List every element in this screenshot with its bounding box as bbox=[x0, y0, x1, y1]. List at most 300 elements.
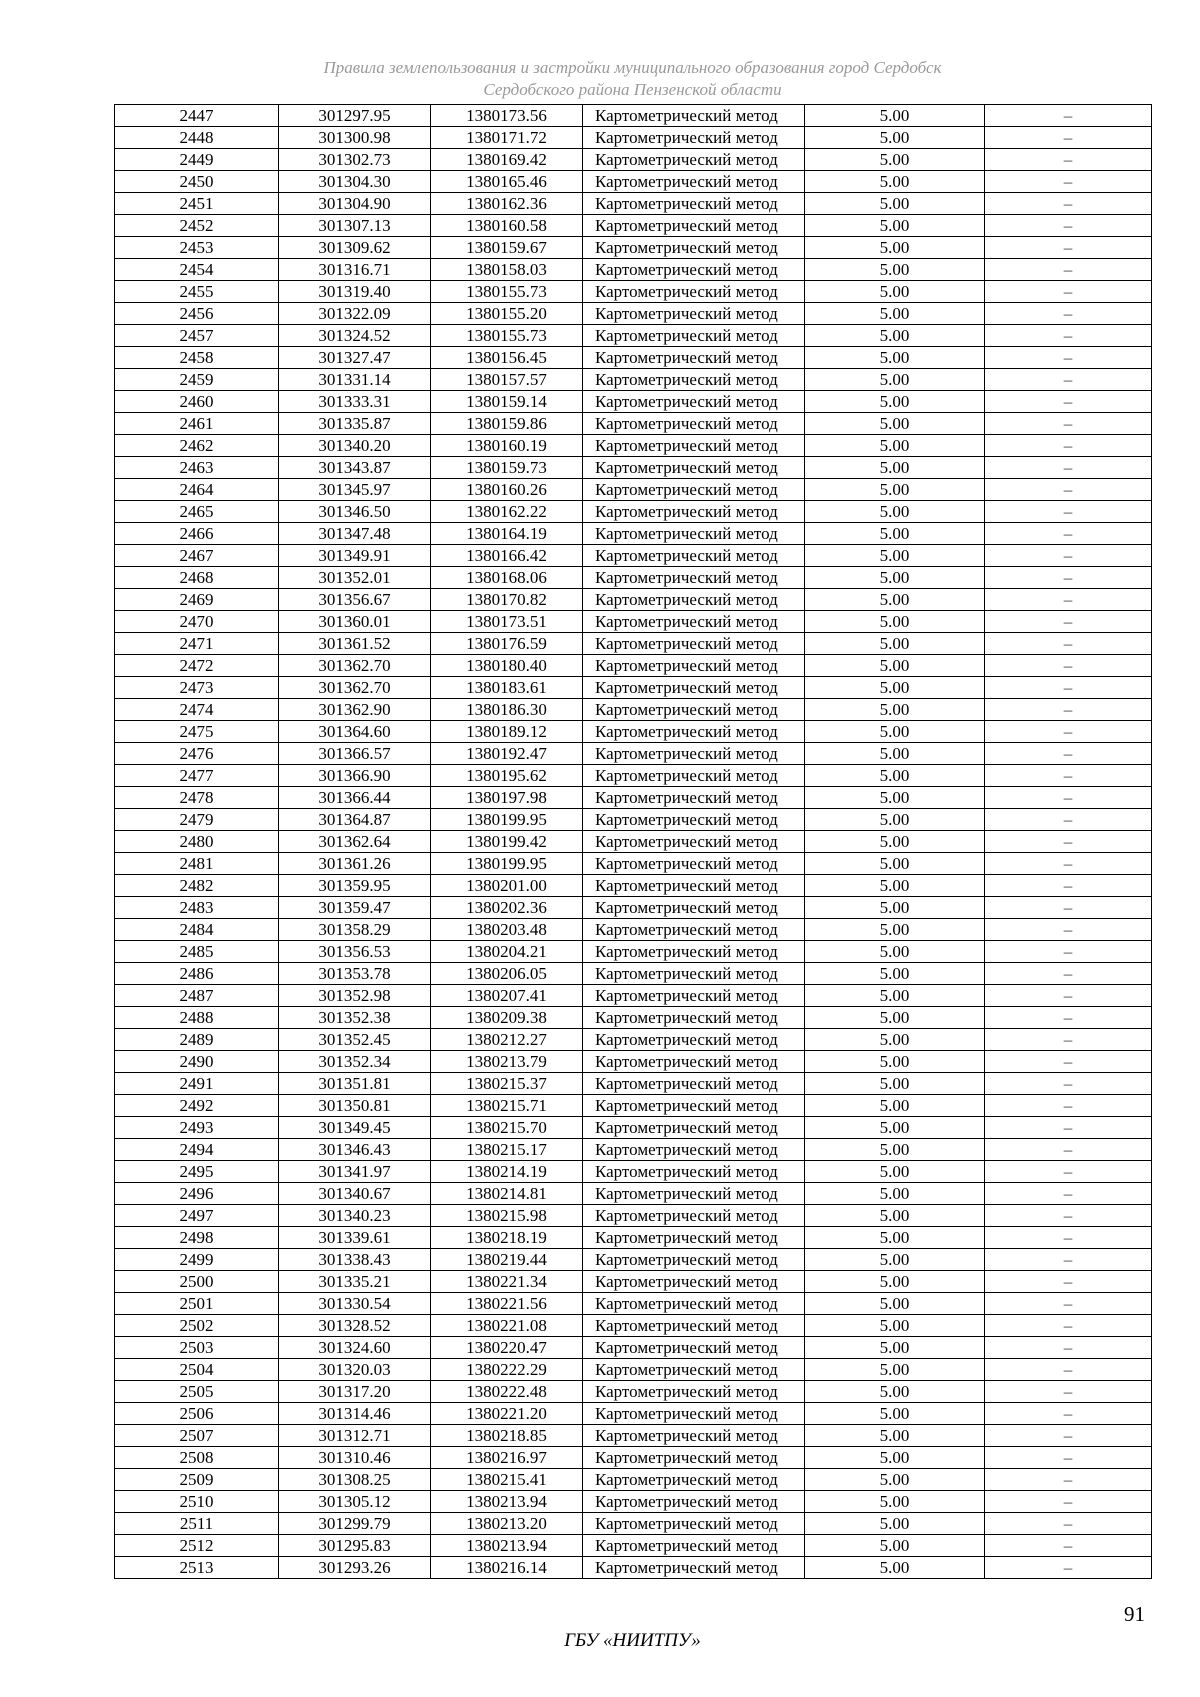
table-row bbox=[115, 1359, 1152, 1381]
note-cell: – bbox=[985, 963, 1152, 985]
header-line-1: Правила землепользования и застройки муниципального образования город Сердобск bbox=[323, 58, 942, 77]
accuracy-cell: 5.00 bbox=[805, 391, 985, 413]
note-cell: – bbox=[985, 149, 1152, 171]
point-number-cell: 2460 bbox=[115, 391, 279, 413]
table-row bbox=[115, 787, 1152, 809]
table-row bbox=[115, 127, 1152, 149]
method-cell: Картометрический метод bbox=[583, 303, 805, 325]
point-number-cell: 2487 bbox=[115, 985, 279, 1007]
note-cell: – bbox=[985, 501, 1152, 523]
accuracy-cell: 5.00 bbox=[805, 127, 985, 149]
y-coordinate-cell: 1380159.67 bbox=[431, 237, 583, 259]
method-cell: Картометрический метод bbox=[583, 1227, 805, 1249]
y-coordinate-cell: 1380218.85 bbox=[431, 1425, 583, 1447]
accuracy-cell: 5.00 bbox=[805, 1535, 985, 1557]
table-row bbox=[115, 941, 1152, 963]
note-cell: – bbox=[985, 105, 1152, 127]
point-number-cell: 2491 bbox=[115, 1073, 279, 1095]
table-row bbox=[115, 391, 1152, 413]
point-number-cell: 2494 bbox=[115, 1139, 279, 1161]
table-row bbox=[115, 1029, 1152, 1051]
accuracy-cell: 5.00 bbox=[805, 149, 985, 171]
note-cell: – bbox=[985, 281, 1152, 303]
table-row bbox=[115, 413, 1152, 435]
note-cell: – bbox=[985, 237, 1152, 259]
point-number-cell: 2486 bbox=[115, 963, 279, 985]
accuracy-cell: 5.00 bbox=[805, 699, 985, 721]
table-row bbox=[115, 347, 1152, 369]
table-row bbox=[115, 325, 1152, 347]
method-cell: Картометрический метод bbox=[583, 149, 805, 171]
x-coordinate-cell: 301360.01 bbox=[279, 611, 431, 633]
note-cell: – bbox=[985, 677, 1152, 699]
method-cell: Картометрический метод bbox=[583, 897, 805, 919]
y-coordinate-cell: 1380156.45 bbox=[431, 347, 583, 369]
x-coordinate-cell: 301343.87 bbox=[279, 457, 431, 479]
accuracy-cell: 5.00 bbox=[805, 765, 985, 787]
table-row bbox=[115, 1227, 1152, 1249]
x-coordinate-cell: 301362.70 bbox=[279, 655, 431, 677]
method-cell: Картометрический метод bbox=[583, 1205, 805, 1227]
point-number-cell: 2479 bbox=[115, 809, 279, 831]
accuracy-cell: 5.00 bbox=[805, 479, 985, 501]
accuracy-cell: 5.00 bbox=[805, 611, 985, 633]
method-cell: Картометрический метод bbox=[583, 1491, 805, 1513]
x-coordinate-cell: 301340.67 bbox=[279, 1183, 431, 1205]
note-cell: – bbox=[985, 347, 1152, 369]
method-cell: Картометрический метод bbox=[583, 1557, 805, 1579]
method-cell: Картометрический метод bbox=[583, 1249, 805, 1271]
note-cell: – bbox=[985, 765, 1152, 787]
x-coordinate-cell: 301319.40 bbox=[279, 281, 431, 303]
accuracy-cell: 5.00 bbox=[805, 919, 985, 941]
accuracy-cell: 5.00 bbox=[805, 1315, 985, 1337]
x-coordinate-cell: 301353.78 bbox=[279, 963, 431, 985]
table-row bbox=[115, 523, 1152, 545]
table-row bbox=[115, 1249, 1152, 1271]
table-row bbox=[115, 567, 1152, 589]
note-cell: – bbox=[985, 259, 1152, 281]
point-number-cell: 2466 bbox=[115, 523, 279, 545]
table-row bbox=[115, 457, 1152, 479]
method-cell: Картометрический метод bbox=[583, 1293, 805, 1315]
accuracy-cell: 5.00 bbox=[805, 677, 985, 699]
method-cell: Картометрический метод bbox=[583, 1271, 805, 1293]
x-coordinate-cell: 301335.21 bbox=[279, 1271, 431, 1293]
x-coordinate-cell: 301349.91 bbox=[279, 545, 431, 567]
point-number-cell: 2451 bbox=[115, 193, 279, 215]
y-coordinate-cell: 1380218.19 bbox=[431, 1227, 583, 1249]
accuracy-cell: 5.00 bbox=[805, 567, 985, 589]
x-coordinate-cell: 301338.43 bbox=[279, 1249, 431, 1271]
point-number-cell: 2450 bbox=[115, 171, 279, 193]
x-coordinate-cell: 301330.54 bbox=[279, 1293, 431, 1315]
method-cell: Картометрический метод bbox=[583, 435, 805, 457]
accuracy-cell: 5.00 bbox=[805, 1425, 985, 1447]
method-cell: Картометрический метод bbox=[583, 281, 805, 303]
y-coordinate-cell: 1380215.98 bbox=[431, 1205, 583, 1227]
table-row bbox=[115, 1271, 1152, 1293]
table-row bbox=[115, 765, 1152, 787]
x-coordinate-cell: 301304.90 bbox=[279, 193, 431, 215]
x-coordinate-cell: 301312.71 bbox=[279, 1425, 431, 1447]
point-number-cell: 2456 bbox=[115, 303, 279, 325]
x-coordinate-cell: 301316.71 bbox=[279, 259, 431, 281]
method-cell: Картометрический метод bbox=[583, 787, 805, 809]
method-cell: Картометрический метод bbox=[583, 1315, 805, 1337]
note-cell: – bbox=[985, 127, 1152, 149]
note-cell: – bbox=[985, 1271, 1152, 1293]
point-number-cell: 2449 bbox=[115, 149, 279, 171]
y-coordinate-cell: 1380186.30 bbox=[431, 699, 583, 721]
note-cell: – bbox=[985, 897, 1152, 919]
x-coordinate-cell: 301366.57 bbox=[279, 743, 431, 765]
note-cell: – bbox=[985, 303, 1152, 325]
method-cell: Картометрический метод bbox=[583, 259, 805, 281]
accuracy-cell: 5.00 bbox=[805, 985, 985, 1007]
accuracy-cell: 5.00 bbox=[805, 259, 985, 281]
note-cell: – bbox=[985, 1337, 1152, 1359]
point-number-cell: 2468 bbox=[115, 567, 279, 589]
point-number-cell: 2505 bbox=[115, 1381, 279, 1403]
table-row bbox=[115, 1557, 1152, 1579]
x-coordinate-cell: 301366.90 bbox=[279, 765, 431, 787]
method-cell: Картометрический метод bbox=[583, 1359, 805, 1381]
y-coordinate-cell: 1380197.98 bbox=[431, 787, 583, 809]
x-coordinate-cell: 301359.47 bbox=[279, 897, 431, 919]
table-row bbox=[115, 1425, 1152, 1447]
method-cell: Картометрический метод bbox=[583, 919, 805, 941]
accuracy-cell: 5.00 bbox=[805, 1271, 985, 1293]
y-coordinate-cell: 1380160.19 bbox=[431, 435, 583, 457]
accuracy-cell: 5.00 bbox=[805, 1337, 985, 1359]
note-cell: – bbox=[985, 523, 1152, 545]
y-coordinate-cell: 1380155.73 bbox=[431, 281, 583, 303]
y-coordinate-cell: 1380176.59 bbox=[431, 633, 583, 655]
y-coordinate-cell: 1380173.51 bbox=[431, 611, 583, 633]
note-cell: – bbox=[985, 1227, 1152, 1249]
point-number-cell: 2476 bbox=[115, 743, 279, 765]
point-number-cell: 2493 bbox=[115, 1117, 279, 1139]
point-number-cell: 2480 bbox=[115, 831, 279, 853]
y-coordinate-cell: 1380168.06 bbox=[431, 567, 583, 589]
table-row bbox=[115, 831, 1152, 853]
x-coordinate-cell: 301309.62 bbox=[279, 237, 431, 259]
point-number-cell: 2464 bbox=[115, 479, 279, 501]
table-row bbox=[115, 1205, 1152, 1227]
x-coordinate-cell: 301304.30 bbox=[279, 171, 431, 193]
accuracy-cell: 5.00 bbox=[805, 1249, 985, 1271]
x-coordinate-cell: 301302.73 bbox=[279, 149, 431, 171]
note-cell: – bbox=[985, 413, 1152, 435]
accuracy-cell: 5.00 bbox=[805, 545, 985, 567]
x-coordinate-cell: 301359.95 bbox=[279, 875, 431, 897]
note-cell: – bbox=[985, 1359, 1152, 1381]
note-cell: – bbox=[985, 369, 1152, 391]
y-coordinate-cell: 1380195.62 bbox=[431, 765, 583, 787]
y-coordinate-cell: 1380216.14 bbox=[431, 1557, 583, 1579]
method-cell: Картометрический метод bbox=[583, 193, 805, 215]
y-coordinate-cell: 1380214.19 bbox=[431, 1161, 583, 1183]
point-number-cell: 2497 bbox=[115, 1205, 279, 1227]
accuracy-cell: 5.00 bbox=[805, 237, 985, 259]
note-cell: – bbox=[985, 1381, 1152, 1403]
x-coordinate-cell: 301362.70 bbox=[279, 677, 431, 699]
x-coordinate-cell: 301361.52 bbox=[279, 633, 431, 655]
point-number-cell: 2502 bbox=[115, 1315, 279, 1337]
method-cell: Картометрический метод bbox=[583, 105, 805, 127]
table-row bbox=[115, 479, 1152, 501]
note-cell: – bbox=[985, 1315, 1152, 1337]
method-cell: Картометрический метод bbox=[583, 743, 805, 765]
method-cell: Картометрический метод bbox=[583, 215, 805, 237]
accuracy-cell: 5.00 bbox=[805, 853, 985, 875]
point-number-cell: 2473 bbox=[115, 677, 279, 699]
table-row bbox=[115, 369, 1152, 391]
method-cell: Картометрический метод bbox=[583, 501, 805, 523]
method-cell: Картометрический метод bbox=[583, 721, 805, 743]
note-cell: – bbox=[985, 1161, 1152, 1183]
point-number-cell: 2467 bbox=[115, 545, 279, 567]
point-number-cell: 2484 bbox=[115, 919, 279, 941]
table-row bbox=[115, 149, 1152, 171]
y-coordinate-cell: 1380158.03 bbox=[431, 259, 583, 281]
x-coordinate-cell: 301320.03 bbox=[279, 1359, 431, 1381]
accuracy-cell: 5.00 bbox=[805, 523, 985, 545]
x-coordinate-cell: 301351.81 bbox=[279, 1073, 431, 1095]
x-coordinate-cell: 301305.12 bbox=[279, 1491, 431, 1513]
table-row bbox=[115, 875, 1152, 897]
table-row bbox=[115, 1293, 1152, 1315]
x-coordinate-cell: 301327.47 bbox=[279, 347, 431, 369]
x-coordinate-cell: 301358.29 bbox=[279, 919, 431, 941]
point-number-cell: 2461 bbox=[115, 413, 279, 435]
point-number-cell: 2448 bbox=[115, 127, 279, 149]
accuracy-cell: 5.00 bbox=[805, 347, 985, 369]
method-cell: Картометрический метод bbox=[583, 1513, 805, 1535]
method-cell: Картометрический метод bbox=[583, 1161, 805, 1183]
point-number-cell: 2462 bbox=[115, 435, 279, 457]
page-footer: ГБУ «НИИТПУ» bbox=[564, 1630, 701, 1651]
method-cell: Картометрический метод bbox=[583, 699, 805, 721]
method-cell: Картометрический метод bbox=[583, 1073, 805, 1095]
x-coordinate-cell: 301362.90 bbox=[279, 699, 431, 721]
y-coordinate-cell: 1380157.57 bbox=[431, 369, 583, 391]
x-coordinate-cell: 301335.87 bbox=[279, 413, 431, 435]
method-cell: Картометрический метод bbox=[583, 831, 805, 853]
point-number-cell: 2512 bbox=[115, 1535, 279, 1557]
point-number-cell: 2503 bbox=[115, 1337, 279, 1359]
point-number-cell: 2458 bbox=[115, 347, 279, 369]
table-row bbox=[115, 985, 1152, 1007]
y-coordinate-cell: 1380222.29 bbox=[431, 1359, 583, 1381]
method-cell: Картометрический метод bbox=[583, 457, 805, 479]
accuracy-cell: 5.00 bbox=[805, 1557, 985, 1579]
x-coordinate-cell: 301352.98 bbox=[279, 985, 431, 1007]
header-line-2: Сердобского района Пензенской области bbox=[483, 80, 782, 99]
method-cell: Картометрический метод bbox=[583, 127, 805, 149]
point-number-cell: 2483 bbox=[115, 897, 279, 919]
table-row bbox=[115, 655, 1152, 677]
table-row bbox=[115, 1381, 1152, 1403]
y-coordinate-cell: 1380204.21 bbox=[431, 941, 583, 963]
table-row bbox=[115, 963, 1152, 985]
point-number-cell: 2490 bbox=[115, 1051, 279, 1073]
point-number-cell: 2488 bbox=[115, 1007, 279, 1029]
method-cell: Картометрический метод bbox=[583, 853, 805, 875]
x-coordinate-cell: 301362.64 bbox=[279, 831, 431, 853]
point-number-cell: 2500 bbox=[115, 1271, 279, 1293]
point-number-cell: 2457 bbox=[115, 325, 279, 347]
table-row bbox=[115, 809, 1152, 831]
method-cell: Картометрический метод bbox=[583, 809, 805, 831]
accuracy-cell: 5.00 bbox=[805, 1117, 985, 1139]
point-number-cell: 2453 bbox=[115, 237, 279, 259]
method-cell: Картометрический метод bbox=[583, 1183, 805, 1205]
accuracy-cell: 5.00 bbox=[805, 743, 985, 765]
x-coordinate-cell: 301297.95 bbox=[279, 105, 431, 127]
note-cell: – bbox=[985, 1425, 1152, 1447]
note-cell: – bbox=[985, 1073, 1152, 1095]
note-cell: – bbox=[985, 435, 1152, 457]
method-cell: Картометрический метод bbox=[583, 1337, 805, 1359]
note-cell: – bbox=[985, 985, 1152, 1007]
method-cell: Картометрический метод bbox=[583, 1095, 805, 1117]
accuracy-cell: 5.00 bbox=[805, 281, 985, 303]
y-coordinate-cell: 1380221.34 bbox=[431, 1271, 583, 1293]
point-number-cell: 2485 bbox=[115, 941, 279, 963]
y-coordinate-cell: 1380183.61 bbox=[431, 677, 583, 699]
point-number-cell: 2455 bbox=[115, 281, 279, 303]
method-cell: Картометрический метод bbox=[583, 611, 805, 633]
table-row bbox=[115, 589, 1152, 611]
table-row bbox=[115, 721, 1152, 743]
accuracy-cell: 5.00 bbox=[805, 501, 985, 523]
x-coordinate-cell: 301307.13 bbox=[279, 215, 431, 237]
table-row bbox=[115, 1513, 1152, 1535]
table-row bbox=[115, 237, 1152, 259]
y-coordinate-cell: 1380221.08 bbox=[431, 1315, 583, 1337]
table-row bbox=[115, 1337, 1152, 1359]
table-row bbox=[115, 743, 1152, 765]
note-cell: – bbox=[985, 1051, 1152, 1073]
method-cell: Картометрический метод bbox=[583, 655, 805, 677]
note-cell: – bbox=[985, 787, 1152, 809]
table-row bbox=[115, 303, 1152, 325]
point-number-cell: 2459 bbox=[115, 369, 279, 391]
method-cell: Картометрический метод bbox=[583, 413, 805, 435]
method-cell: Картометрический метод bbox=[583, 369, 805, 391]
x-coordinate-cell: 301346.43 bbox=[279, 1139, 431, 1161]
note-cell: – bbox=[985, 611, 1152, 633]
note-cell: – bbox=[985, 215, 1152, 237]
y-coordinate-cell: 1380173.56 bbox=[431, 105, 583, 127]
accuracy-cell: 5.00 bbox=[805, 589, 985, 611]
table-row bbox=[115, 1535, 1152, 1557]
table-row bbox=[115, 1447, 1152, 1469]
table-row bbox=[115, 1183, 1152, 1205]
table-row bbox=[115, 1007, 1152, 1029]
y-coordinate-cell: 1380213.94 bbox=[431, 1491, 583, 1513]
y-coordinate-cell: 1380159.86 bbox=[431, 413, 583, 435]
note-cell: – bbox=[985, 1535, 1152, 1557]
point-number-cell: 2504 bbox=[115, 1359, 279, 1381]
method-cell: Картометрический метод bbox=[583, 1381, 805, 1403]
y-coordinate-cell: 1380160.58 bbox=[431, 215, 583, 237]
method-cell: Картометрический метод bbox=[583, 633, 805, 655]
method-cell: Картометрический метод bbox=[583, 875, 805, 897]
y-coordinate-cell: 1380221.56 bbox=[431, 1293, 583, 1315]
note-cell: – bbox=[985, 853, 1152, 875]
table-row bbox=[115, 853, 1152, 875]
y-coordinate-cell: 1380180.40 bbox=[431, 655, 583, 677]
table-row bbox=[115, 1117, 1152, 1139]
y-coordinate-cell: 1380171.72 bbox=[431, 127, 583, 149]
method-cell: Картометрический метод bbox=[583, 1425, 805, 1447]
table-row bbox=[115, 633, 1152, 655]
x-coordinate-cell: 301310.46 bbox=[279, 1447, 431, 1469]
note-cell: – bbox=[985, 171, 1152, 193]
x-coordinate-cell: 301341.97 bbox=[279, 1161, 431, 1183]
x-coordinate-cell: 301322.09 bbox=[279, 303, 431, 325]
x-coordinate-cell: 301300.98 bbox=[279, 127, 431, 149]
table-row bbox=[115, 435, 1152, 457]
note-cell: – bbox=[985, 1029, 1152, 1051]
point-number-cell: 2509 bbox=[115, 1469, 279, 1491]
table-row bbox=[115, 677, 1152, 699]
accuracy-cell: 5.00 bbox=[805, 963, 985, 985]
page-number: 91 bbox=[1124, 1602, 1145, 1626]
accuracy-cell: 5.00 bbox=[805, 105, 985, 127]
table-row bbox=[115, 1095, 1152, 1117]
table-row bbox=[115, 699, 1152, 721]
x-coordinate-cell: 301340.20 bbox=[279, 435, 431, 457]
x-coordinate-cell: 301299.79 bbox=[279, 1513, 431, 1535]
y-coordinate-cell: 1380155.20 bbox=[431, 303, 583, 325]
y-coordinate-cell: 1380219.44 bbox=[431, 1249, 583, 1271]
method-cell: Картометрический метод bbox=[583, 1469, 805, 1491]
table-row bbox=[115, 1051, 1152, 1073]
y-coordinate-cell: 1380169.42 bbox=[431, 149, 583, 171]
table-row bbox=[115, 1161, 1152, 1183]
point-number-cell: 2501 bbox=[115, 1293, 279, 1315]
accuracy-cell: 5.00 bbox=[805, 633, 985, 655]
y-coordinate-cell: 1380155.73 bbox=[431, 325, 583, 347]
x-coordinate-cell: 301350.81 bbox=[279, 1095, 431, 1117]
y-coordinate-cell: 1380159.14 bbox=[431, 391, 583, 413]
note-cell: – bbox=[985, 1293, 1152, 1315]
point-number-cell: 2510 bbox=[115, 1491, 279, 1513]
x-coordinate-cell: 301346.50 bbox=[279, 501, 431, 523]
y-coordinate-cell: 1380170.82 bbox=[431, 589, 583, 611]
point-number-cell: 2478 bbox=[115, 787, 279, 809]
table-row bbox=[115, 1469, 1152, 1491]
x-coordinate-cell: 301317.20 bbox=[279, 1381, 431, 1403]
point-number-cell: 2506 bbox=[115, 1403, 279, 1425]
y-coordinate-cell: 1380192.47 bbox=[431, 743, 583, 765]
point-number-cell: 2447 bbox=[115, 105, 279, 127]
accuracy-cell: 5.00 bbox=[805, 655, 985, 677]
table-row bbox=[115, 897, 1152, 919]
table-row bbox=[115, 105, 1152, 127]
accuracy-cell: 5.00 bbox=[805, 1403, 985, 1425]
method-cell: Картометрический метод bbox=[583, 391, 805, 413]
accuracy-cell: 5.00 bbox=[805, 787, 985, 809]
x-coordinate-cell: 301347.48 bbox=[279, 523, 431, 545]
table-row bbox=[115, 1139, 1152, 1161]
note-cell: – bbox=[985, 1447, 1152, 1469]
x-coordinate-cell: 301352.01 bbox=[279, 567, 431, 589]
